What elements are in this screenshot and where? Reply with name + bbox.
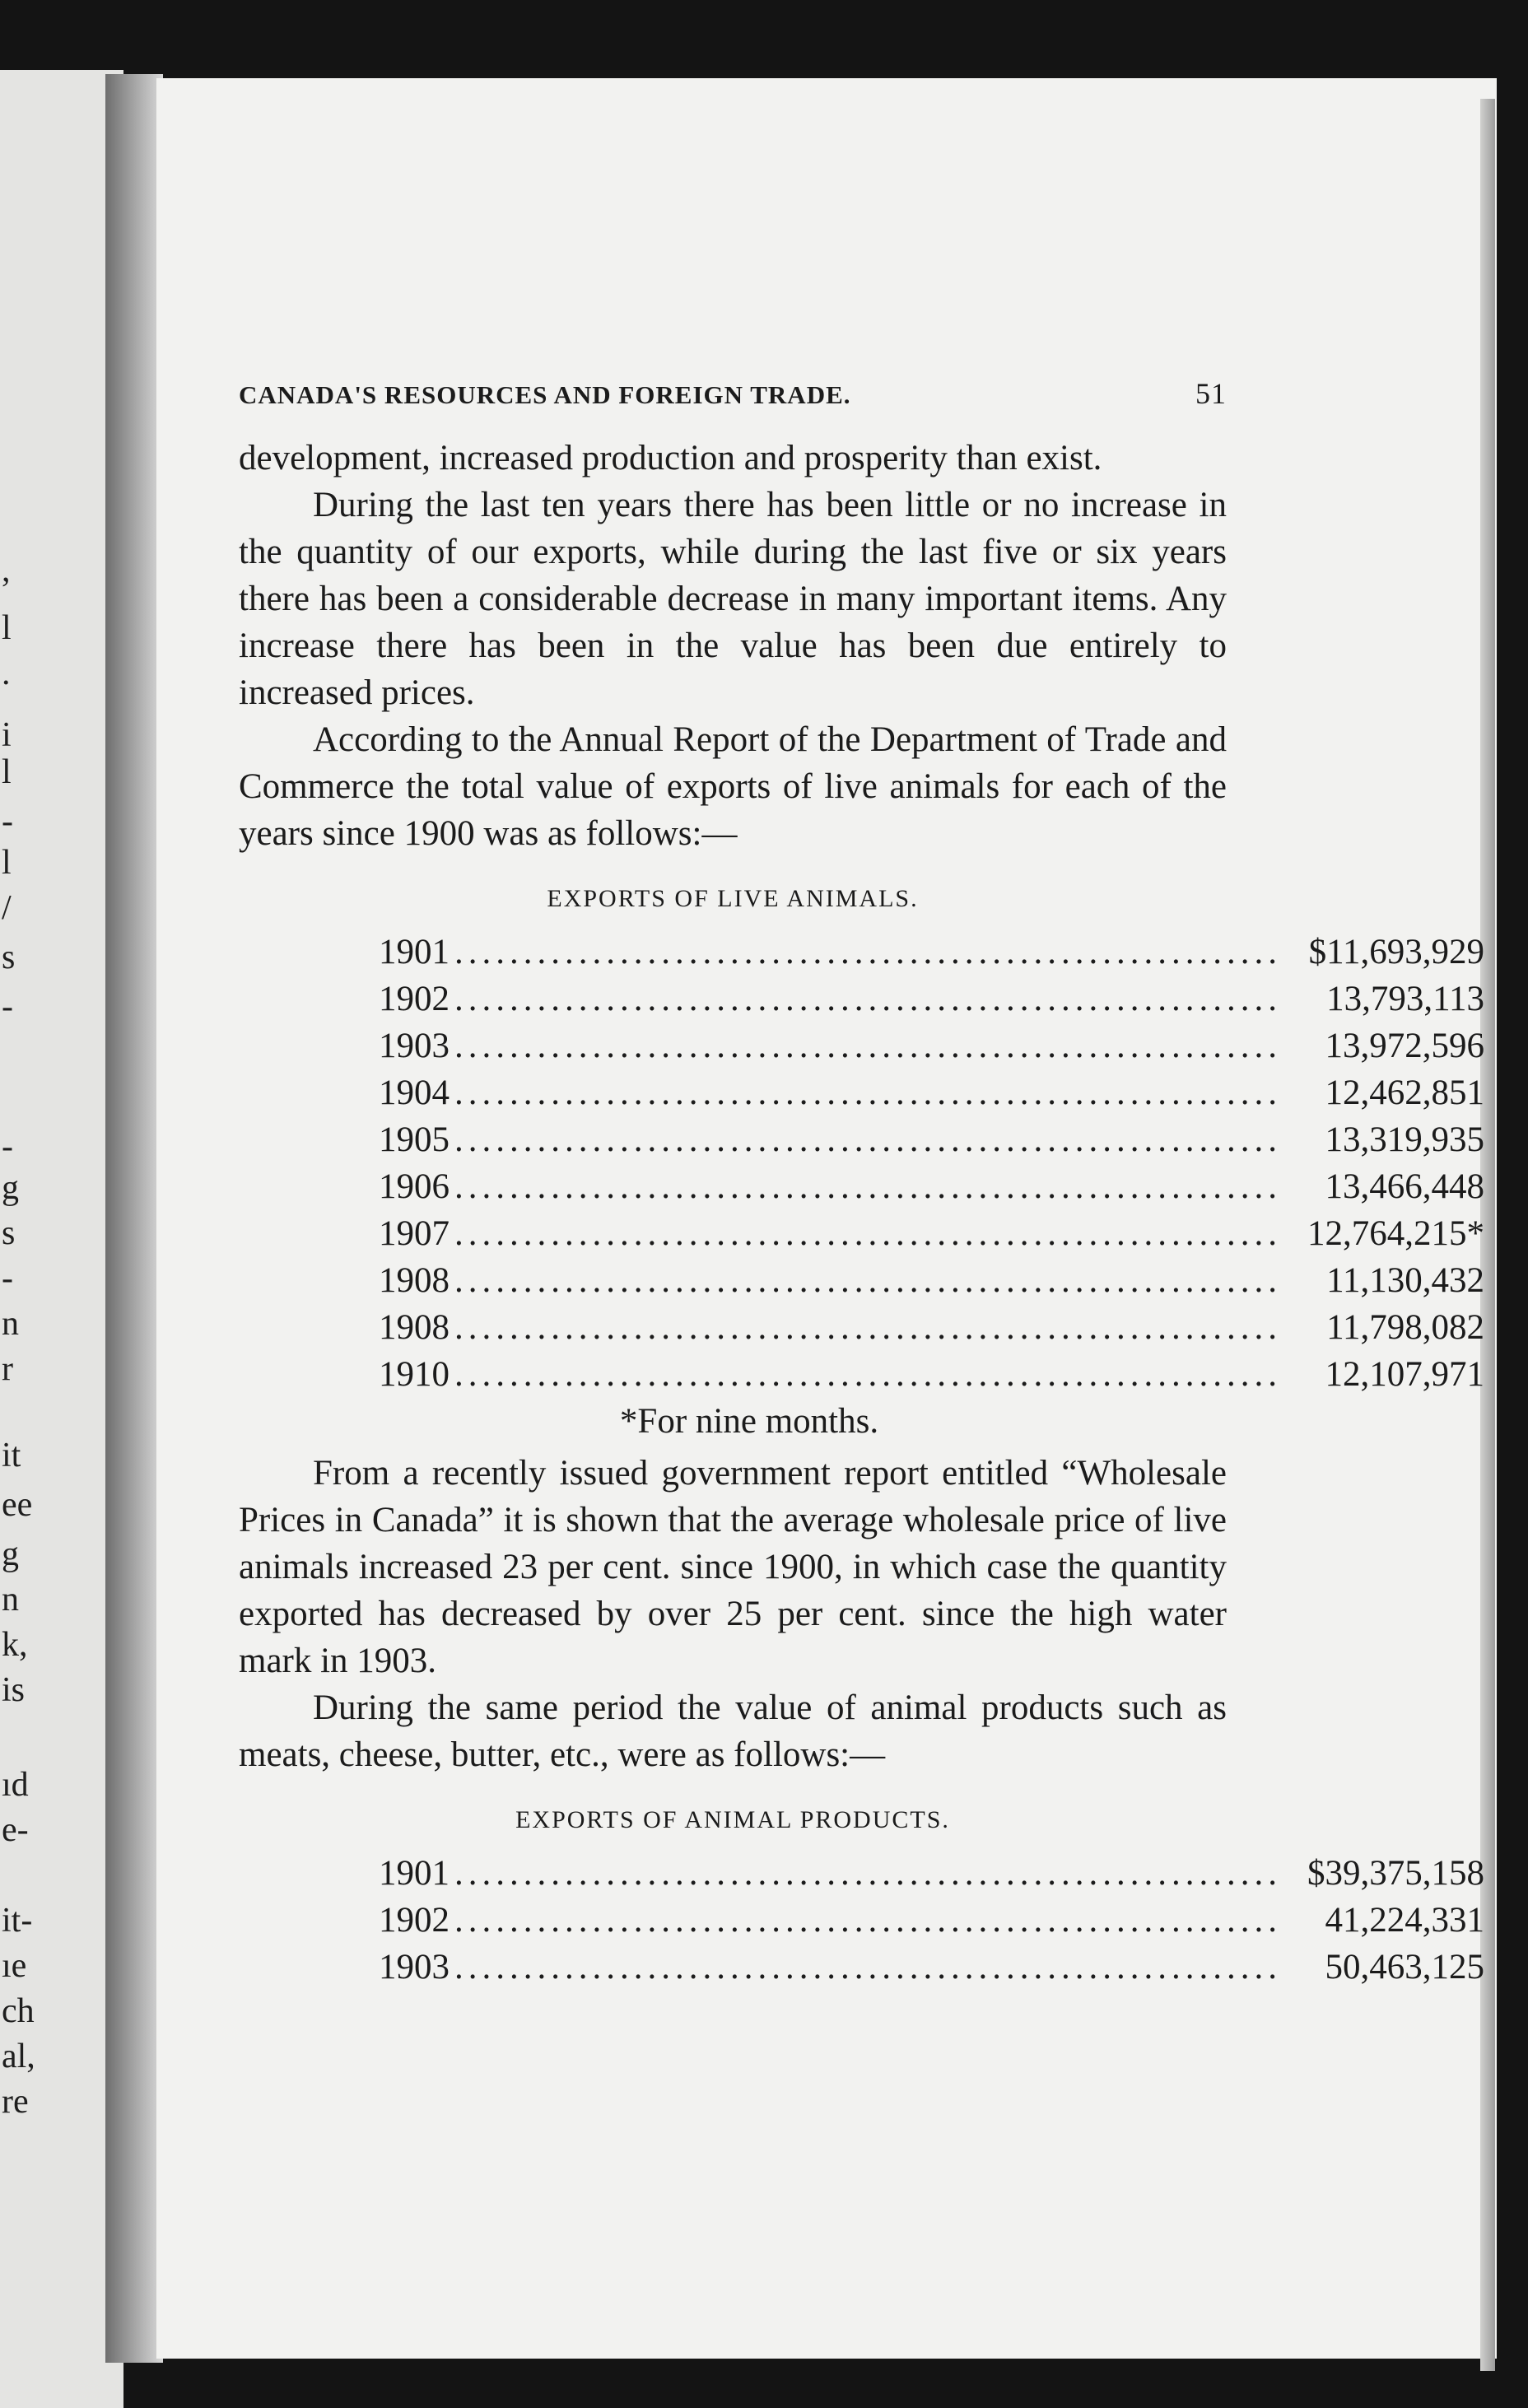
left-page-fragment: r (2, 1350, 13, 1388)
paragraph: During the same period the value of animal products such as meats, cheese, butter, etc., were as follows:— (239, 1688, 1227, 1774)
left-page-fragment: ee (2, 1486, 33, 1524)
dot-leader: ............................................................ (454, 1355, 1282, 1394)
left-page-fragment: e- (2, 1811, 29, 1849)
left-page-fragment: al, (2, 2038, 35, 2075)
row-year: 1908 (379, 1261, 450, 1300)
row-year: 1901 (379, 1854, 450, 1893)
left-page-fragment: i (2, 716, 12, 754)
left-page-fragment: k, (2, 1626, 28, 1664)
row-year: 1906 (379, 1167, 450, 1206)
paragraph: development, increased production and prosperity than exist. (239, 439, 1102, 477)
table-row (379, 1850, 1484, 1897)
paragraph: From a recently issued government report entitled “Wholesale Prices in Canada” it is shown that the average wholesale price of live animals increased 23 per cent. since 1900, in which case the quantity exported has decreased by over 25 per cent. since the high water mark in 1903. (239, 1454, 1227, 1680)
table-row (379, 1257, 1484, 1304)
row-value: $39,375,158 (1307, 1854, 1484, 1893)
left-page-fragment: / (2, 889, 12, 927)
left-page-fragment: ıd (2, 1766, 29, 1804)
table-row (379, 976, 1484, 1022)
row-value: 12,107,971 (1325, 1355, 1484, 1394)
left-page-fragment: l (2, 609, 12, 647)
left-page-fragment: - (2, 1128, 13, 1166)
row-value: 12,764,215* (1307, 1214, 1484, 1253)
table-title-animal-products: EXPORTS OF ANIMAL PRODUCTS. (515, 1806, 950, 1833)
row-value: 41,224,331 (1325, 1901, 1484, 1940)
dot-leader: ............................................................ (454, 1027, 1282, 1065)
row-value: 12,462,851 (1325, 1074, 1484, 1112)
book-gutter (105, 74, 163, 2363)
row-value: $11,693,929 (1308, 933, 1484, 971)
row-year: 1904 (379, 1074, 450, 1112)
row-year: 1901 (379, 933, 450, 971)
paragraph: During the last ten years there has been little or no increase in the quantity of our exports, while during the last five or six years there has been a considerable decrease in many important items. Any increase there has been in the value has been due entirely to increased prices. (239, 486, 1227, 712)
row-year: 1907 (379, 1214, 450, 1253)
left-page-fragment: g (2, 1535, 19, 1573)
table-row (379, 1116, 1484, 1163)
table-title-live-animals: EXPORTS OF LIVE ANIMALS. (547, 885, 919, 912)
table-row (379, 1897, 1484, 1944)
left-page-fragment: n (2, 1305, 19, 1343)
row-year: 1902 (379, 1901, 450, 1940)
table-row (379, 1022, 1484, 1069)
table-live-animals (379, 929, 1484, 1398)
left-page-fragment: g (2, 1169, 19, 1207)
dot-leader: ............................................................ (454, 1074, 1282, 1112)
row-value: 13,466,448 (1325, 1167, 1484, 1206)
table-row (379, 1304, 1484, 1351)
left-page-fragment: ıe (2, 1947, 27, 1985)
left-page-fragment: . (2, 654, 11, 692)
left-page-fragment: re (2, 2083, 29, 2121)
dot-leader: ............................................................ (454, 1261, 1282, 1300)
table-animal-products (379, 1850, 1484, 1991)
left-page-fragment: s (2, 939, 16, 976)
row-value: 11,798,082 (1326, 1308, 1484, 1347)
left-page-fragment: is (2, 1671, 26, 1709)
left-page-fragment: it- (2, 1902, 33, 1940)
left-page-fragment: - (2, 988, 13, 1026)
dot-leader: ............................................................ (454, 1120, 1282, 1159)
table-row (379, 1210, 1484, 1257)
row-value: 11,130,432 (1326, 1261, 1484, 1300)
row-value: 13,793,113 (1326, 980, 1484, 1018)
row-year: 1903 (379, 1027, 450, 1065)
dot-leader: ............................................................ (454, 933, 1282, 971)
paragraph: According to the Annual Report of the Department of Trade and Commerce the total value of exports of live animals for each of the years since 1900 was as follows:— (239, 720, 1227, 853)
row-value: 50,463,125 (1325, 1948, 1484, 1986)
left-page-fragment: ch (2, 1992, 35, 2030)
dot-leader: ............................................................ (454, 1854, 1282, 1893)
left-page-fragment: - (2, 1260, 13, 1297)
row-year: 1905 (379, 1120, 450, 1159)
left-page-fragment: - (2, 803, 13, 841)
table-row (379, 1163, 1484, 1210)
table-row (379, 929, 1484, 976)
left-page-fragment: it (2, 1437, 21, 1474)
row-year: 1903 (379, 1948, 450, 1986)
left-page-fragment: l (2, 844, 12, 882)
page-number: 51 (1195, 377, 1227, 410)
table-row (379, 1069, 1484, 1116)
dot-leader: ............................................................ (454, 980, 1282, 1018)
footnote: *For nine months. (619, 1402, 879, 1441)
table-row (379, 1944, 1484, 1991)
dot-leader: ............................................................ (454, 1214, 1282, 1253)
running-header (239, 370, 1227, 418)
dot-leader: ............................................................ (454, 1167, 1282, 1206)
row-value: 13,972,596 (1325, 1027, 1484, 1065)
left-page-fragment: n (2, 1581, 19, 1619)
table-row (379, 1351, 1484, 1398)
dot-leader: ............................................................ (454, 1901, 1282, 1940)
left-page-fragment: s (2, 1214, 16, 1252)
row-year: 1908 (379, 1308, 450, 1347)
dot-leader: ............................................................ (454, 1948, 1282, 1986)
row-year: 1902 (379, 980, 450, 1018)
left-page-fragment: , (2, 552, 11, 589)
row-year: 1910 (379, 1355, 450, 1394)
dot-leader: ............................................................ (454, 1308, 1282, 1347)
row-value: 13,319,935 (1325, 1120, 1484, 1159)
left-page-fragment: l (2, 753, 12, 791)
page-text (239, 370, 1484, 1991)
header-title: CANADA'S RESOURCES AND FOREIGN TRADE. (239, 380, 851, 409)
